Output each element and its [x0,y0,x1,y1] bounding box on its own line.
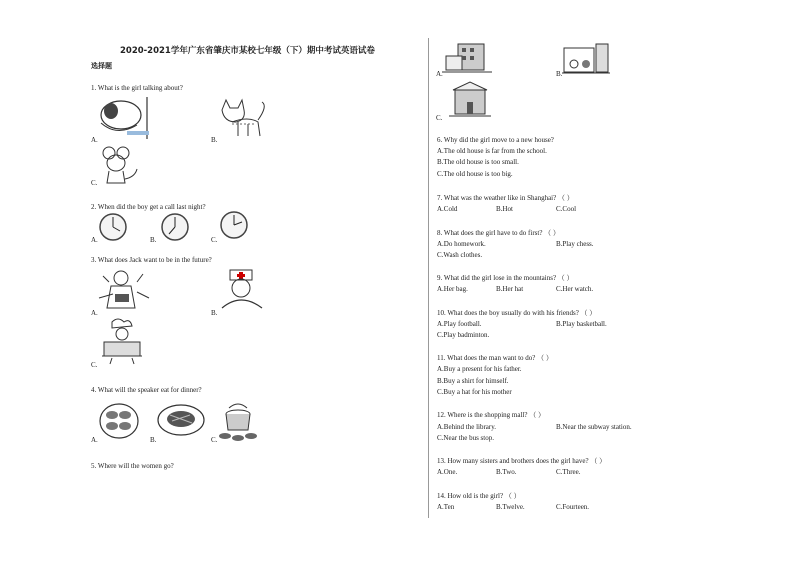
q4-option-b-label: B. [150,436,157,444]
q14-option-c: C.Fourteen. [556,503,590,511]
q1-option-b-label: B. [211,136,218,144]
q7-option-b: B.Hot [496,205,513,213]
q6-option-c: C.The old house is too big. [437,170,513,178]
q13-option-c: C.Three. [556,468,581,476]
question-7: 7. What was the weather like in Shanghai? （ ） [437,194,574,202]
clock-icon [160,212,190,242]
shop-street-icon [562,42,610,76]
q4-option-a-label: A. [91,436,98,444]
q3-option-a-label: A. [91,309,98,317]
hospital-building-icon [447,80,493,120]
q5-option-a-label: A. [436,70,443,78]
q8-option-a: A.Do homework. [437,240,486,248]
question-3: 3. What does Jack want to be in the future? [91,256,212,264]
q8-option-b: B.Play chess. [556,240,594,248]
q13-option-a: A.One. [437,468,458,476]
q6-option-a: A.The old house is far from the school. [437,147,547,155]
clock-icon [98,212,128,242]
q12-option-c: C.Near the bus stop. [437,434,494,442]
q3-option-b-label: B. [211,309,218,317]
q3-option-c-label: C. [91,361,98,369]
question-5: 5. Where will the women go? [91,462,174,470]
q11-option-b: B.Buy a shirt for himself. [437,377,509,385]
question-12: 12. Where is the shopping mall? （ ） [437,411,545,419]
q14-option-b: B.Twelve. [496,503,525,511]
q5-option-c-label: C. [436,114,443,122]
q2-option-b-label: B. [150,236,157,244]
question-6: 6. Why did the girl move to a new house? [437,136,554,144]
chef-icon [98,318,148,366]
question-2: 2. When did the boy get a call last night? [91,203,206,211]
question-14: 14. How old is the girl? （ ） [437,492,521,500]
cat-icon [218,98,270,140]
q10-option-a: A.Play football. [437,320,482,328]
q4-option-c-label: C. [211,436,218,444]
q10-option-b: B.Play basketball. [556,320,607,328]
q11-option-c: C.Buy a hat for his mother [437,388,512,396]
q8-option-c: C.Wash clothes. [437,251,483,259]
question-9: 9. What did the girl lose in the mountains? （ ） [437,274,574,282]
q10-option-c: C.Play badminton. [437,331,490,339]
dumplings-icon [98,401,140,441]
q2-option-a-label: A. [91,236,98,244]
question-8: 8. What does the girl have to do first? （ ） [437,229,560,237]
mouse-icon [97,143,142,185]
steak-icon [156,401,206,439]
q9-option-a: A.Her bag. [437,285,468,293]
q1-option-a-label: A. [91,136,98,144]
column-divider [428,38,429,518]
school-building-icon [442,40,492,76]
section-heading: 选择题 [91,62,112,70]
q14-option-a: A.Ten [437,503,455,511]
q5-option-b-label: B. [556,70,563,78]
q7-option-a: A.Cold [437,205,458,213]
clock-icon [219,210,249,240]
question-4: 4. What will the speaker eat for dinner? [91,386,202,394]
q13-option-b: B.Two. [496,468,517,476]
q12-option-a: A.Behind the library. [437,423,497,431]
page-title: 2020-2021学年广东省肇庆市某校七年级（下）期中考试英语试卷 [120,46,375,56]
hotpot-icon [217,400,259,442]
bird-icon [97,93,152,140]
question-1: 1. What is the girl talking about? [91,84,183,92]
q9-option-b: B.Her hat [496,285,524,293]
q9-option-c: C.Her watch. [556,285,594,293]
nurse-icon [218,268,268,310]
question-11: 11. What does the man want to do? （ ） [437,354,553,362]
q6-option-b: B.The old house is too small. [437,158,519,166]
question-10: 10. What does the boy usually do with his friends? （ ） [437,309,597,317]
q1-option-c-label: C. [91,179,98,187]
q2-option-c-label: C. [211,236,218,244]
q11-option-a: A.Buy a present for his father. [437,365,522,373]
musician-icon [97,268,152,316]
q12-option-b: B.Near the subway station. [556,423,632,431]
question-13: 13. How many sisters and brothers does the girl have? （ ） [437,457,607,465]
q7-option-c: C.Cool [556,205,577,213]
